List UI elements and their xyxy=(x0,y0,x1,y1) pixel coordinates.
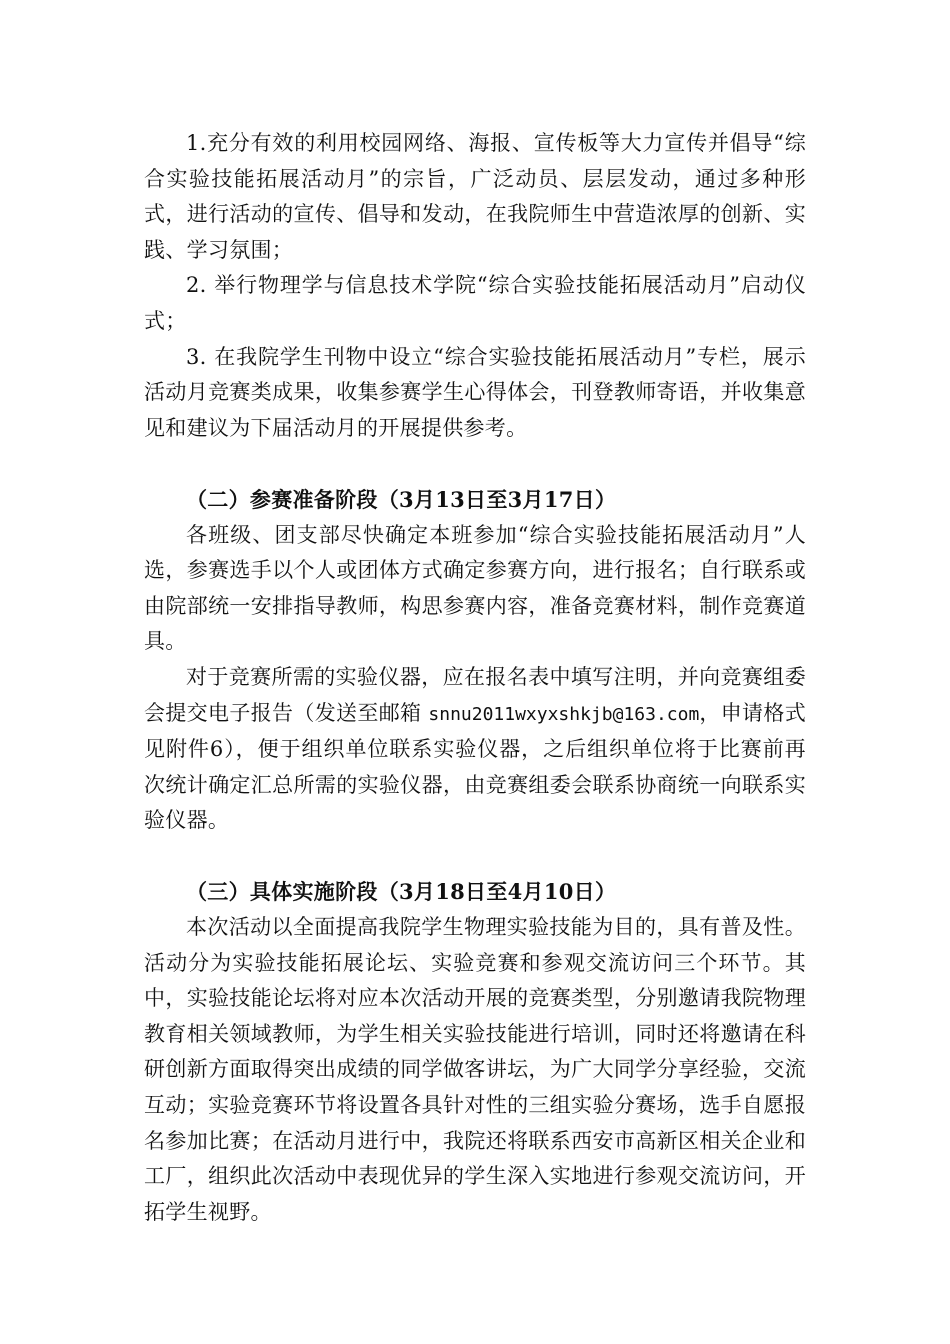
section-spacer xyxy=(144,839,806,875)
email-address: snnu2011wxyxshkjb@163.com xyxy=(428,703,700,725)
document-page xyxy=(144,126,806,1230)
preparation-paragraph-2 xyxy=(144,660,806,839)
section-spacer xyxy=(144,446,806,482)
list-item-1: 1.充分有效的利用校园网络、海报、宣传板等大力宣传并倡导“综合实验技能拓展活动月”的宗旨，广泛动员、层层发动，通过多种形式，进行活动的宣传、倡导和发动，在我院师生中营造浓厚的创新、实践、学习氛围； xyxy=(144,131,806,262)
implementation-paragraph-1: 本次活动以全面提高我院学生物理实验技能为目的，具有普及性。活动分为实验技能拓展论坛、实验竞赛和参观交流访问三个环节。其中，实验技能论坛将对应本次活动开展的竞赛类型，分别邀请我院物理教育相关领域教师，为学生相关实验技能进行培训，同时还将邀请在科研创新方面取得突出成绩的同学做客讲坛，为广大同学分享经验，交流互动；实验竞赛环节将设置各具针对性的三组实验分赛场，选手自愿报名参加比赛；在活动月进行中，我院还将联系西安市高新区相关企业和工厂，组织此次活动中表现优异的学生深入实地进行参观交流访问，开拓学生视野。 xyxy=(144,915,806,1224)
list-item-3: 3. 在我院学生刊物中设立“综合实验技能拓展活动月”专栏，展示活动月竞赛类成果，收集参赛学生心得体会，刊登教师寄语，并收集意见和建议为下届活动月的开展提供参考。 xyxy=(144,344,806,440)
paragraph-text-before-email: 对于竞赛所需的实验仪器，应在报名表中填写注明，并向竞赛组委会提交电子报告（发送至邮箱 xyxy=(144,664,806,725)
section-heading-preparation: （二）参赛准备阶段（3月13日至3月17日） xyxy=(186,486,617,512)
section-heading-implementation: （三）具体实施阶段（3月18日至4月10日） xyxy=(186,879,617,905)
list-item-2: 2. 举行物理学与信息技术学院“综合实验技能拓展活动月”启动仪式； xyxy=(144,273,806,333)
preparation-paragraph-1: 各班级、团支部尽快确定本班参加“综合实验技能拓展活动月”人选，参赛选手以个人或团体方式确定参赛方向，进行报名；自行联系或由院部统一安排指导教师，构思参赛内容，准备竞赛材料，制作竞赛道具。 xyxy=(144,522,806,654)
paragraph-text-after-email: ，申请格式见附件6），便于组织单位联系实验仪器，之后组织单位将于比赛前再次统计确定汇总所需的实验仪器，由竞赛组委会联系协商统一向联系实验仪器。 xyxy=(144,700,807,833)
